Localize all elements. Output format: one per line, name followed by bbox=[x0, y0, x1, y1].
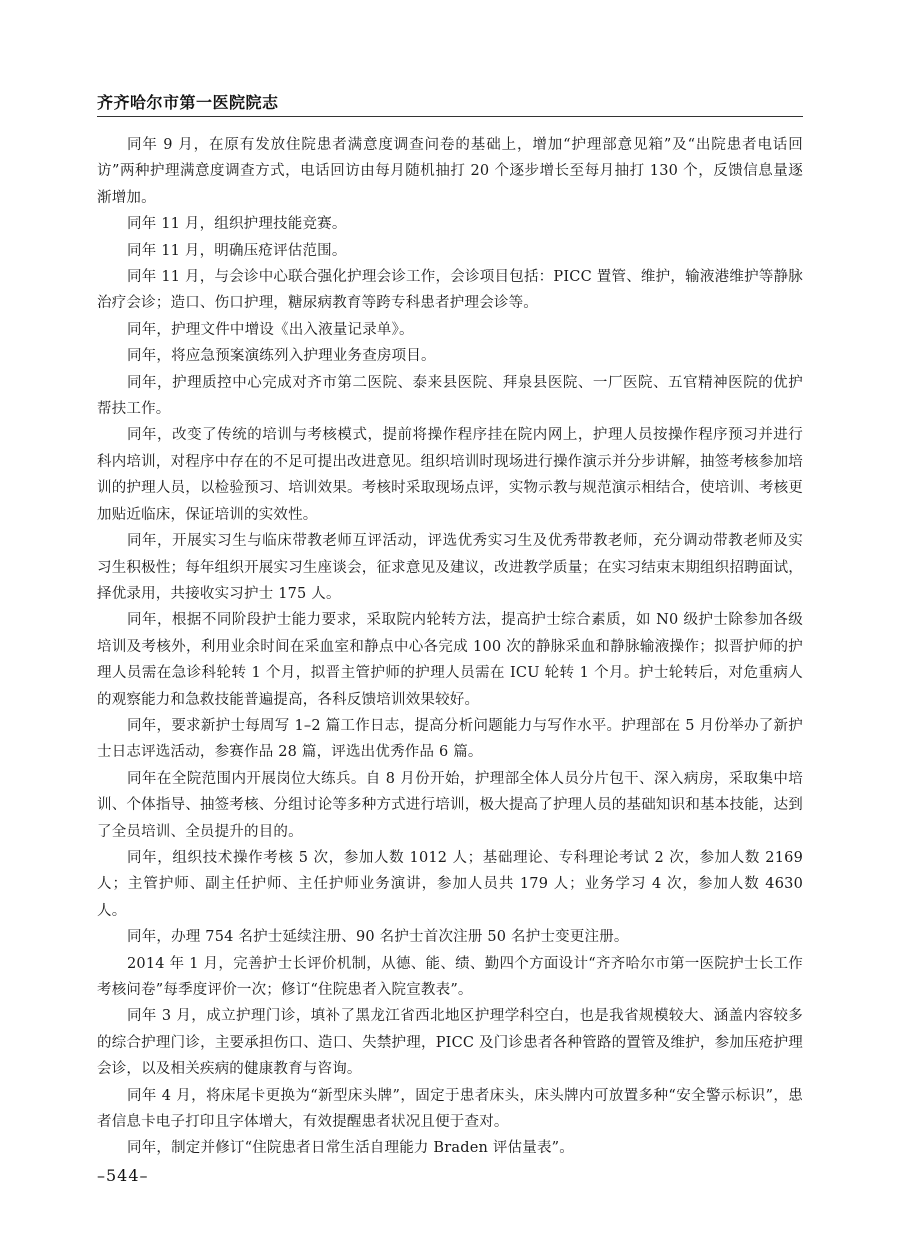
paragraph: 同年，要求新护士每周写 1–2 篇工作日志，提高分析问题能力与写作水平。护理部在 5 月份举办了新护士日志评选活动，参赛作品 28 篇，评选出优秀作品 6 篇。 bbox=[97, 717, 803, 761]
paragraph: 同年，改变了传统的培训与考核模式，提前将操作程序挂在院内网上，护理人员按操作程序预习并进行科内培训，对程序中存在的不足可提出改进意见。组织培训时现场进行操作演示并分步讲解，抽签考核参加培训的护理人员，以检验预习、培训效果。考核时采取现场点评，实物示教与规范演示相结合，使培训、考核更加贴近临床，保证培训的实效性。 bbox=[97, 427, 803, 523]
paragraph: 同年 3 月，成立护理门诊，填补了黑龙江省西北地区护理学科空白，也是我省规模较大、涵盖内容较多的综合护理门诊，主要承担伤口、造口、失禁护理，PICC 及门诊患者各种管路的置管及维护，参加压疮护理会诊，以及相关疾病的健康教育与咨询。 bbox=[97, 1008, 803, 1078]
header-rule bbox=[97, 116, 803, 117]
paragraph: 同年，开展实习生与临床带教老师互评活动，评选优秀实习生及优秀带教老师，充分调动带教老师及实习生积极性；每年组织开展实习生座谈会，征求意见及建议，改进教学质量；在实习结束末期组织招聘面试，择优录用，共接收实习护士 175 人。 bbox=[97, 533, 803, 602]
paragraph: 同年，将应急预案演练列入护理业务查房项目。 bbox=[127, 348, 436, 365]
paragraph: 同年，根据不同阶段护士能力要求，采取院内轮转方法，提高护士综合素质，如 N0 级护士除参加各级培训及考核外，利用业余时间在采血室和静点中心各完成 100 次的静脉采血和静脉输液操作；拟晋护师的护理人员需在急诊科轮转 1 个月，拟晋主管护师的护理人员需在 ICU 轮转 1 个月。护士轮转后，对危重病人的观察能力和急救技能普遍提高，各科反馈培训效果较好。 bbox=[97, 612, 803, 708]
paragraph: 同年，办理 754 名护士延续注册、90 名护士首次注册 50 名护士变更注册。 bbox=[127, 929, 629, 946]
paragraph: 同年，护理文件中增设《出入液量记录单》。 bbox=[127, 321, 414, 338]
paragraph: 同年 4 月，将床尾卡更换为“新型床头牌”，固定于患者床头，床头牌内可放置多种“安全警示标识”，患者信息卡电子打印且字体增大，有效提醒患者状况且便于查对。 bbox=[97, 1087, 803, 1131]
paragraph: 同年 11 月，组织护理技能竞赛。 bbox=[127, 216, 347, 233]
paragraph: 同年，护理质控中心完成对齐市第二医院、泰来县医院、拜泉县医院、一厂医院、五官精神医院的优护帮扶工作。 bbox=[97, 374, 803, 418]
page-number: –544– bbox=[97, 1166, 149, 1185]
book-title: 齐齐哈尔市第一医院院志 bbox=[97, 93, 279, 112]
paragraph: 同年，组织技术操作考核 5 次，参加人数 1012 人；基础理论、专科理论考试 2 次，参加人数 2169 人；主管护师、副主任护师、主任护师业务演讲，参加人员共 179 人；业务学习 4 次，参加人数 4630 人。 bbox=[97, 849, 803, 919]
paragraph: 同年，制定并修订“住院患者日常生活自理能力 Braden 评估量表”。 bbox=[127, 1140, 574, 1157]
body-text bbox=[97, 132, 803, 1162]
paragraph: 同年 11 月，与会诊中心联合强化护理会诊工作，会诊项目包括：PICC 置管、维护，输液港维护等静脉治疗会诊；造口、伤口护理，糖尿病教育等跨专科患者护理会诊等。 bbox=[97, 269, 803, 312]
paragraph: 同年在全院范围内开展岗位大练兵。自 8 月份开始，护理部全体人员分片包干、深入病房，采取集中培训、个体指导、抽签考核、分组讨论等多种方式进行培训，极大提高了护理人员的基础知识和基本技能，达到了全员培训、全员提升的目的。 bbox=[97, 770, 803, 840]
paragraph: 2014 年 1 月，完善护士长评价机制，从德、能、绩、勤四个方面设计“齐齐哈尔市第一医院护士长工作考核问卷”每季度评价一次；修订“住院患者入院宣教表”。 bbox=[97, 955, 803, 998]
paragraph: 同年 9 月，在原有发放住院患者满意度调查问卷的基础上，增加“护理部意见箱”及“出院患者电话回访”两种护理满意度调查方式，电话回访由每月随机抽打 20 个逐步增长至每月抽打 130 个，反馈信息量逐渐增加。 bbox=[97, 137, 803, 206]
running-header bbox=[97, 84, 803, 118]
paragraph: 同年 11 月，明确压疮评估范围。 bbox=[127, 242, 347, 259]
